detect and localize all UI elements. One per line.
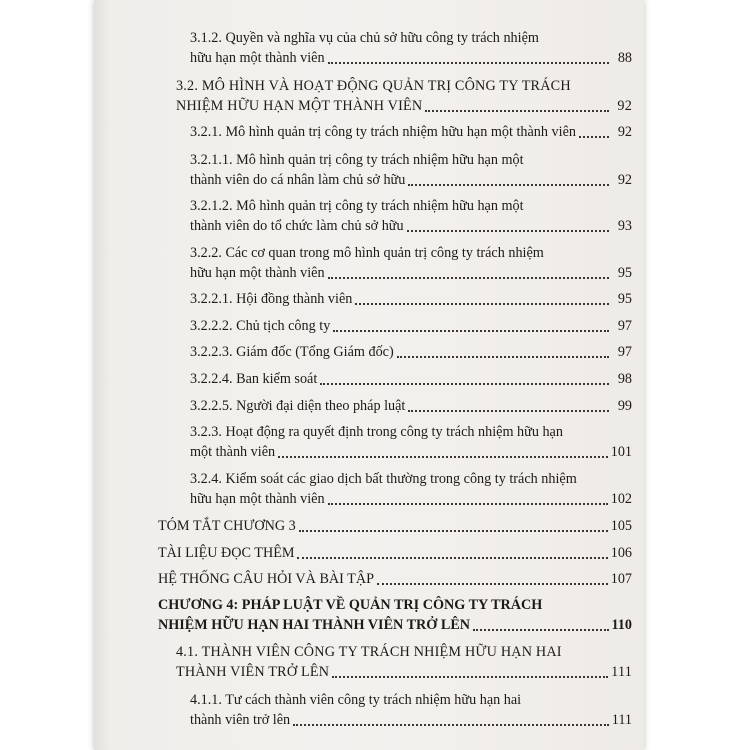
- dot-leader: [407, 230, 609, 232]
- toc-page-number: 107: [610, 571, 632, 587]
- toc-page-number: 99: [617, 398, 632, 414]
- toc-entry-title: 3.2.3. Hoạt động ra quyết định trong công ty trách nhiệm hữu hạn: [190, 424, 563, 440]
- toc-entry-title: 3.2.1. Mô hình quản trị công ty trách nhiệm hữu hạn một thành viên: [190, 124, 576, 140]
- toc-entry-title: 3.2.1.2. Mô hình quản trị công ty trách nhiệm hữu hạn một: [190, 198, 524, 214]
- toc-entry-3-2[interactable]: [176, 76, 632, 116]
- toc-entry-title-cont: NHIỆM HỮU HẠN MỘT THÀNH VIÊN: [176, 98, 423, 114]
- dot-leader: [579, 136, 609, 138]
- toc-entry-title: 3.2.2.3. Giám đốc (Tổng Giám đốc): [190, 344, 394, 360]
- toc-entry-title: 3.2.2.1. Hội đồng thành viên: [190, 291, 353, 307]
- dot-leader: [293, 724, 609, 726]
- toc-entry-title: 3.2.2.5. Người đại diện theo pháp luật: [190, 398, 406, 414]
- toc-entry-3-2-2-3[interactable]: [190, 342, 632, 362]
- dot-leader: [355, 303, 609, 305]
- toc-entry-title-cont: thành viên do tổ chức làm chủ sở hữu: [190, 218, 404, 234]
- dot-leader: [328, 62, 609, 64]
- dot-leader: [473, 629, 608, 631]
- toc-entry-title-cont: hữu hạn một thành viên: [190, 265, 325, 281]
- toc-entry-chapter-3-summary[interactable]: [158, 516, 632, 536]
- dot-leader: [377, 583, 608, 585]
- dot-leader: [332, 676, 608, 678]
- dot-leader: [425, 110, 609, 112]
- book-page: [94, 0, 644, 750]
- dot-leader: [328, 277, 609, 279]
- toc-entry-title-cont: hữu hạn một thành viên: [190, 50, 325, 66]
- toc-entry-title: TÓM TẮT CHƯƠNG 3: [158, 518, 296, 534]
- toc-entry-title-cont: hữu hạn một thành viên: [190, 491, 325, 507]
- toc-entry-title: 3.2.2.2. Chủ tịch công ty: [190, 318, 331, 334]
- toc-page-number: 101: [610, 444, 632, 460]
- toc-entry-chapter-4[interactable]: [158, 595, 632, 635]
- toc-entry-title-cont: NHIỆM HỮU HẠN HAI THÀNH VIÊN TRỞ LÊN: [158, 617, 471, 633]
- dot-leader: [397, 356, 609, 358]
- toc-page-number: 95: [617, 265, 632, 281]
- dot-leader: [408, 410, 609, 412]
- toc-entry-title: 4.1. THÀNH VIÊN CÔNG TY TRÁCH NHIỆM HỮU HẠN HAI: [176, 644, 562, 660]
- dot-leader: [328, 503, 608, 505]
- toc-entry-title: TÀI LIỆU ĐỌC THÊM: [158, 545, 295, 561]
- toc-page-number: 105: [610, 518, 632, 534]
- toc-entry-3-2-2-1[interactable]: [190, 289, 632, 309]
- dot-leader: [299, 530, 608, 532]
- dot-leader: [320, 383, 609, 385]
- toc-page-number: 106: [610, 545, 632, 561]
- toc-page-number: 102: [610, 491, 632, 507]
- toc-entry-title: 3.2.1.1. Mô hình quản trị công ty trách nhiệm hữu hạn một: [190, 152, 524, 168]
- toc-entry-title: HỆ THỐNG CÂU HỎI VÀ BÀI TẬP: [158, 571, 374, 587]
- dot-leader: [333, 330, 609, 332]
- dot-leader: [278, 456, 608, 458]
- toc-entry-title: 3.2.2.4. Ban kiểm soát: [190, 371, 318, 387]
- toc-entry-title-cont: thành viên do cá nhân làm chủ sở hữu: [190, 172, 406, 188]
- toc-entry-3-1-2[interactable]: [190, 28, 632, 68]
- toc-page-number: 93: [617, 218, 632, 234]
- toc-page-number: 95: [617, 291, 632, 307]
- toc-page-number: 110: [611, 617, 632, 633]
- toc-entry-title-cont: thành viên trở lên: [190, 712, 291, 728]
- toc-page-number: 111: [611, 664, 632, 680]
- dot-leader: [408, 184, 609, 186]
- toc-entry-3-2-2-4[interactable]: [190, 369, 632, 389]
- toc-entry-title: 4.1.1. Tư cách thành viên công ty trách nhiệm hữu hạn hai: [190, 692, 522, 708]
- toc-entry-title: CHƯƠNG 4: PHÁP LUẬT VỀ QUẢN TRỊ CÔNG TY TRÁCH: [158, 597, 543, 613]
- toc-entry-title-cont: một thành viên: [190, 444, 276, 460]
- toc-entry-4-1-1[interactable]: [190, 690, 632, 730]
- toc-entry-3-2-2-2[interactable]: [190, 316, 632, 336]
- toc-entry-questions-exercises[interactable]: [158, 569, 632, 589]
- toc-entry-3-2-2[interactable]: [190, 243, 632, 283]
- toc-page-number: 97: [617, 344, 632, 360]
- toc-page-number: 97: [617, 318, 632, 334]
- toc-entry-3-2-2-5[interactable]: [190, 396, 632, 416]
- toc-entry-title: 3.2.4. Kiểm soát các giao dịch bất thường trong công ty trách nhiệm: [190, 471, 577, 487]
- toc-entry-title: 3.2.2. Các cơ quan trong mô hình quản trị công ty trách nhiệm: [190, 245, 544, 261]
- toc-entry-4-1[interactable]: [176, 642, 632, 682]
- toc-entry-3-2-4[interactable]: [190, 469, 632, 509]
- toc-entry-further-reading[interactable]: [158, 543, 632, 563]
- toc-entry-title-cont: THÀNH VIÊN TRỞ LÊN: [176, 664, 330, 680]
- dot-leader: [297, 557, 607, 559]
- toc-entry-3-2-3[interactable]: [190, 422, 632, 462]
- toc-page-number: 111: [611, 712, 632, 728]
- toc-page-number: 88: [617, 50, 632, 66]
- toc-page-number: 92: [617, 172, 632, 188]
- toc-entry-3-2-1-2[interactable]: [190, 196, 632, 236]
- toc-entry-title: 3.2. MÔ HÌNH VÀ HOẠT ĐỘNG QUẢN TRỊ CÔNG TY TRÁCH: [176, 78, 571, 94]
- toc-page-number: 92: [617, 124, 632, 140]
- toc-entry-3-2-1-1[interactable]: [190, 150, 632, 190]
- toc-page-number: 92: [617, 98, 632, 114]
- toc-page-number: 98: [617, 371, 632, 387]
- toc-entry-3-2-1[interactable]: [190, 122, 632, 142]
- toc-entry-title: 3.1.2. Quyền và nghĩa vụ của chủ sở hữu công ty trách nhiệm: [190, 30, 539, 46]
